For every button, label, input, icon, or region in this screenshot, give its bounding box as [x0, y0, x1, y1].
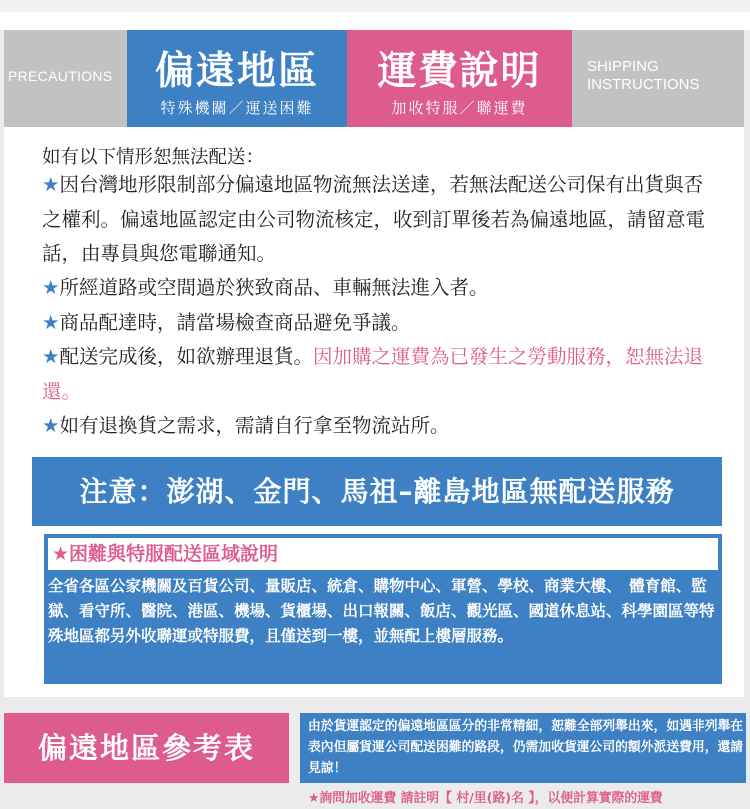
outlying-islands-notice: 注意：澎湖、金門、馬祖–離島地區無配送服務: [32, 457, 722, 526]
header-shipping-fee-block: [347, 30, 572, 127]
remote-area-table-banner: [4, 713, 289, 783]
star-icon: ★: [42, 173, 60, 196]
remote-area-note: 由於貨運認定的偏遠地區區分的非常精細，恕難全部列舉出來，如遇非列舉在表內但屬貨運公司配送困難的路段，仍需加收貨運公司的額外派送費用，還請見諒！: [308, 719, 744, 776]
list-item: ★如有退換貨之需求，需請自行拿至物流站所。: [42, 414, 450, 437]
list-item: ★配送完成後，如欲辦理退貨。因加購之運費為已發生之勞動服務，恕無法退還。: [42, 345, 704, 403]
special-service-heading: ★困難與特服配送區域說明: [48, 538, 718, 570]
star-icon: ★: [42, 414, 60, 437]
list-item: ★所經道路或空間過於狹致商品、車輛無法進入者。: [42, 276, 489, 299]
header-remote-area-title: 偏遠地區: [154, 49, 319, 94]
remote-area-note-box: [300, 713, 746, 783]
list-item: ★商品配達時，請當場檢查商品避免爭議。: [42, 311, 411, 334]
header-remote-area-block: [127, 30, 347, 127]
star-icon: ★: [42, 311, 60, 334]
top-strip: [0, 0, 750, 12]
header-shipping-fee-title: 運費說明: [377, 49, 542, 94]
header-shipping-fee-subtitle: 加收特服／聯運費: [391, 99, 528, 117]
special-service-body: 全省各區公家機關及百貨公司、量販店、統倉、購物中心、軍營、學校、商業大樓、 體育館、監獄、看守所、醫院、港區、機場、貨櫃場、出口報關、飯店、觀光區、國道休息站、科學園區等特殊地區都另外收聯運或特服費，且僅送到一樓，並無配上樓層服務。: [48, 577, 715, 645]
no-refund-notice: 因加購之運費為已發生之勞動服務，恕無法退還。: [42, 345, 704, 403]
star-icon: ★: [42, 276, 60, 299]
header-remote-area-subtitle: 特殊機關／運送困難: [160, 99, 314, 117]
header-shipping-instructions-label: SHIPPING INSTRUCTIONS: [587, 58, 700, 93]
fee-inquiry-note: ★詢問加收運費 請註明【 村/里(路)名 】，以便計算實際的運費: [308, 791, 663, 806]
list-item: ★因台灣地形限制部分偏遠地區物流無法送達，若無法配送公司保有出貨與否之權利。偏遠地區認定由公司物流核定，收到訂單後若為偏遠地區，請留意電話，由專員與您電聯通知。: [42, 173, 706, 265]
intro-text: 如有以下情形恕無法配送：: [42, 147, 265, 168]
special-service-box: [44, 534, 722, 684]
star-icon: ★: [42, 345, 60, 368]
remote-area-table-title: 偏遠地區參考表: [37, 731, 255, 765]
header-precautions-label: PRECAUTIONS: [8, 68, 113, 84]
